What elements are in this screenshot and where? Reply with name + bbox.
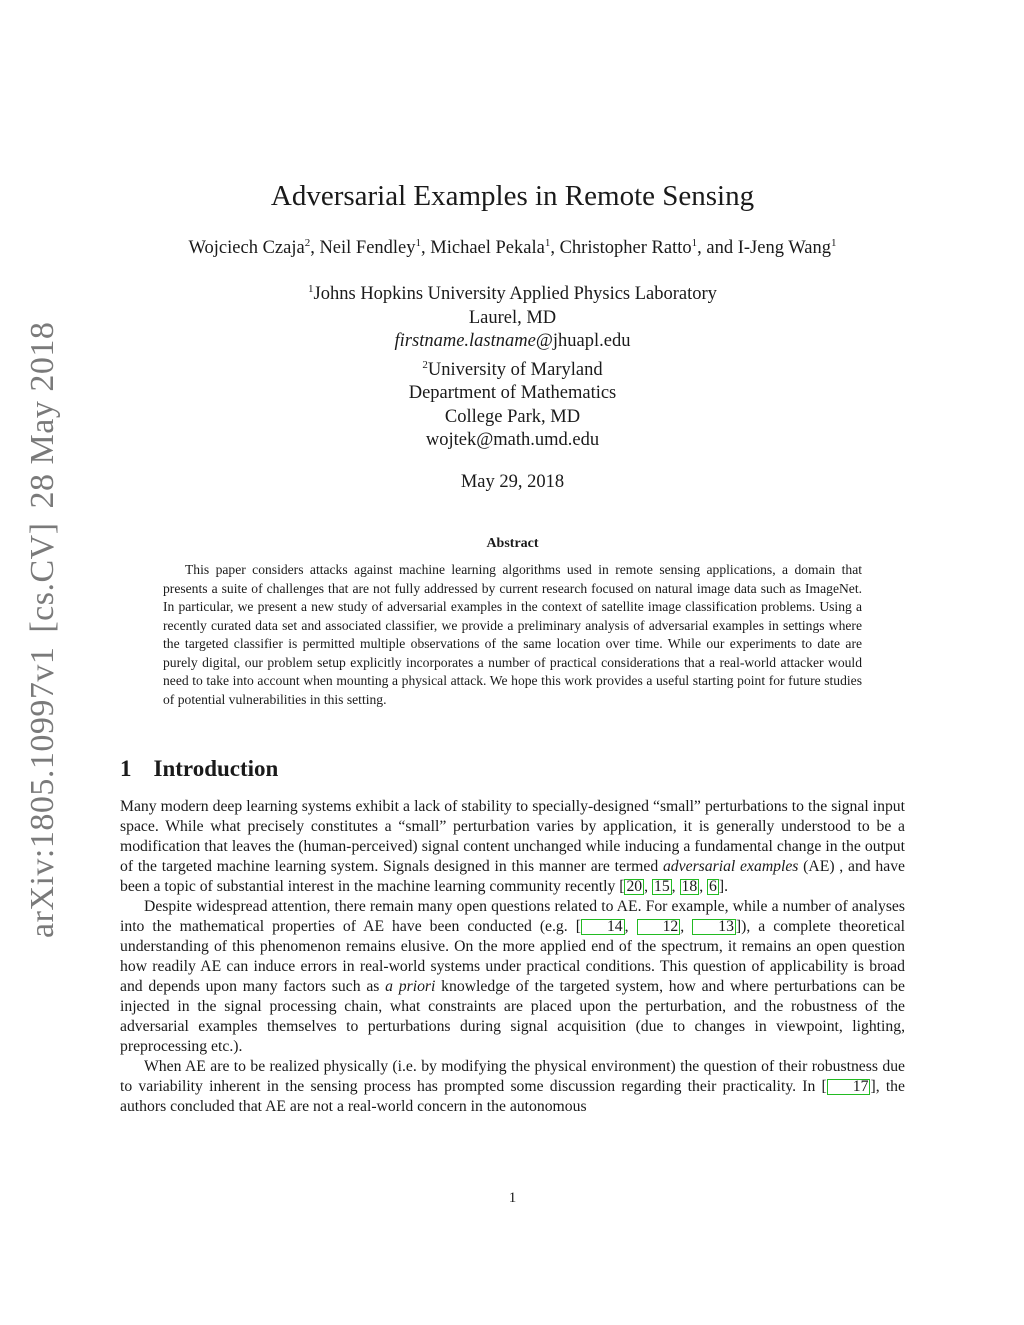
citation-link[interactable]: 13 xyxy=(692,919,736,935)
author-list xyxy=(120,237,905,259)
citation-link[interactable]: 18 xyxy=(681,878,698,895)
affiliation-2-name: $^2$University of Maryland xyxy=(422,358,603,380)
paragraph: Many modern deep learning systems exhibit a lack of stability to specially-designed “small” perturbations to the signal input space. While what precisely constitutes a “small” perturbation varies by application, it is generally understood to be a modification that leaves the (human-perceived) signal content unchanged while inducing a fundamental change in the output of the targeted machine learning system. Signals designed in this manner are termed adversarial examples (AE) , and have been a topic of substantial interest in the machine learning community recently [ 20 , 15 , 18 , 6 ]. xyxy=(120,798,906,895)
abstract-text: This paper considers attacks against machine learning algorithms used in remote sensing applications, a domain that presents a suite of challenges that are not fully addressed by current research focused on natural image data such as ImageNet. In particular, we present a new study of adversarial examples in the context of satellite image classification problems. Using a recently curated data set and associated classifier, we provide a preliminary analysis of adversarial examples in settings where the targeted classifier is permitted multiple observations of the same location over time. While our experiments to date are purely digital, our problem setup explicitly incorporates a number of practical considerations that a real-world attacker would need to take into account when mounting a physical attack. We hope this work provides a useful starting point for future studies of potential vulnerabilities in this setting. xyxy=(163,562,862,707)
section-body xyxy=(120,797,905,1117)
arxiv-category: [cs.CV] xyxy=(24,522,61,633)
author: Wojciech Czaja$^2$, xyxy=(188,237,320,259)
affiliation-1-city: Laurel, MD xyxy=(468,307,557,328)
affiliation-2-email[interactable]: wojtek@math.umd.edu xyxy=(425,430,600,451)
author: I-Jeng Wang$^1$ xyxy=(737,237,837,259)
abstract-heading: Abstract xyxy=(486,536,539,551)
arxiv-id: arXiv:1805.10997v1 xyxy=(24,646,61,938)
citation-link[interactable]: 15 xyxy=(653,878,670,895)
author: Neil Fendley$^1$, xyxy=(319,237,431,259)
arxiv-stamp xyxy=(24,321,62,938)
citation-link[interactable]: 20 xyxy=(626,878,643,895)
citation-link[interactable]: 6 xyxy=(709,878,717,895)
affiliation-1-name: $^1$Johns Hopkins University Applied Physics Laboratory xyxy=(308,283,717,305)
citation-link[interactable]: 17 xyxy=(827,1079,871,1095)
citation-link[interactable]: 14 xyxy=(581,919,625,935)
paper-title: Adversarial Examples in Remote Sensing xyxy=(270,180,755,212)
arxiv-date: 28 May 2018 xyxy=(24,321,61,509)
affiliation-2-dept: Department of Mathematics xyxy=(408,383,617,404)
affiliation-1-email[interactable]: firstname.lastname@jhuapl.edu xyxy=(394,331,631,352)
citation-link[interactable]: 12 xyxy=(637,919,681,935)
section-title: Introduction xyxy=(153,756,279,781)
page-number: 1 xyxy=(508,1190,517,1206)
affiliations xyxy=(120,278,905,453)
paper-date: May 29, 2018 xyxy=(460,472,565,492)
paragraph: When AE are to be realized physically (i.e. by modifying the physical environment) the question of their robustness due to variability inherent in the sensing process has prompted some discussion regarding their practicality. In [ 17 ], the authors concluded that AE are not a real-world concern in the autonomous xyxy=(120,1058,905,1115)
author: Michael Pekala$^1$, xyxy=(430,237,560,259)
paragraph: Despite widespread attention, there remain many open questions related to AE. For example, while a number of analyses into the mathematical properties of AE have been conducted (e.g. [ 14 , 12 , 13 ]), a complete theoretical understanding of this phenomenon remains elusive. On the more applied end of the spectrum, it remains an open question how readily AE can induce errors in real-world systems under practical conditions. This question of applicability is broad and depends upon many factors such as a priori knowledge of the targeted system, how and where perturbations can be injected in the signal processing chain, what constraints are placed upon the perturbation, and the robustness of the adversarial examples themselves to perturbations during signal acquisition (due to changes in viewpoint, lighting, preprocessing etc.). xyxy=(120,898,906,1055)
affiliation-2-city: College Park, MD xyxy=(444,406,581,427)
section-heading xyxy=(120,756,278,782)
author: Christopher Ratto$^1$, and xyxy=(559,237,738,259)
section-number: 1 xyxy=(120,756,132,781)
